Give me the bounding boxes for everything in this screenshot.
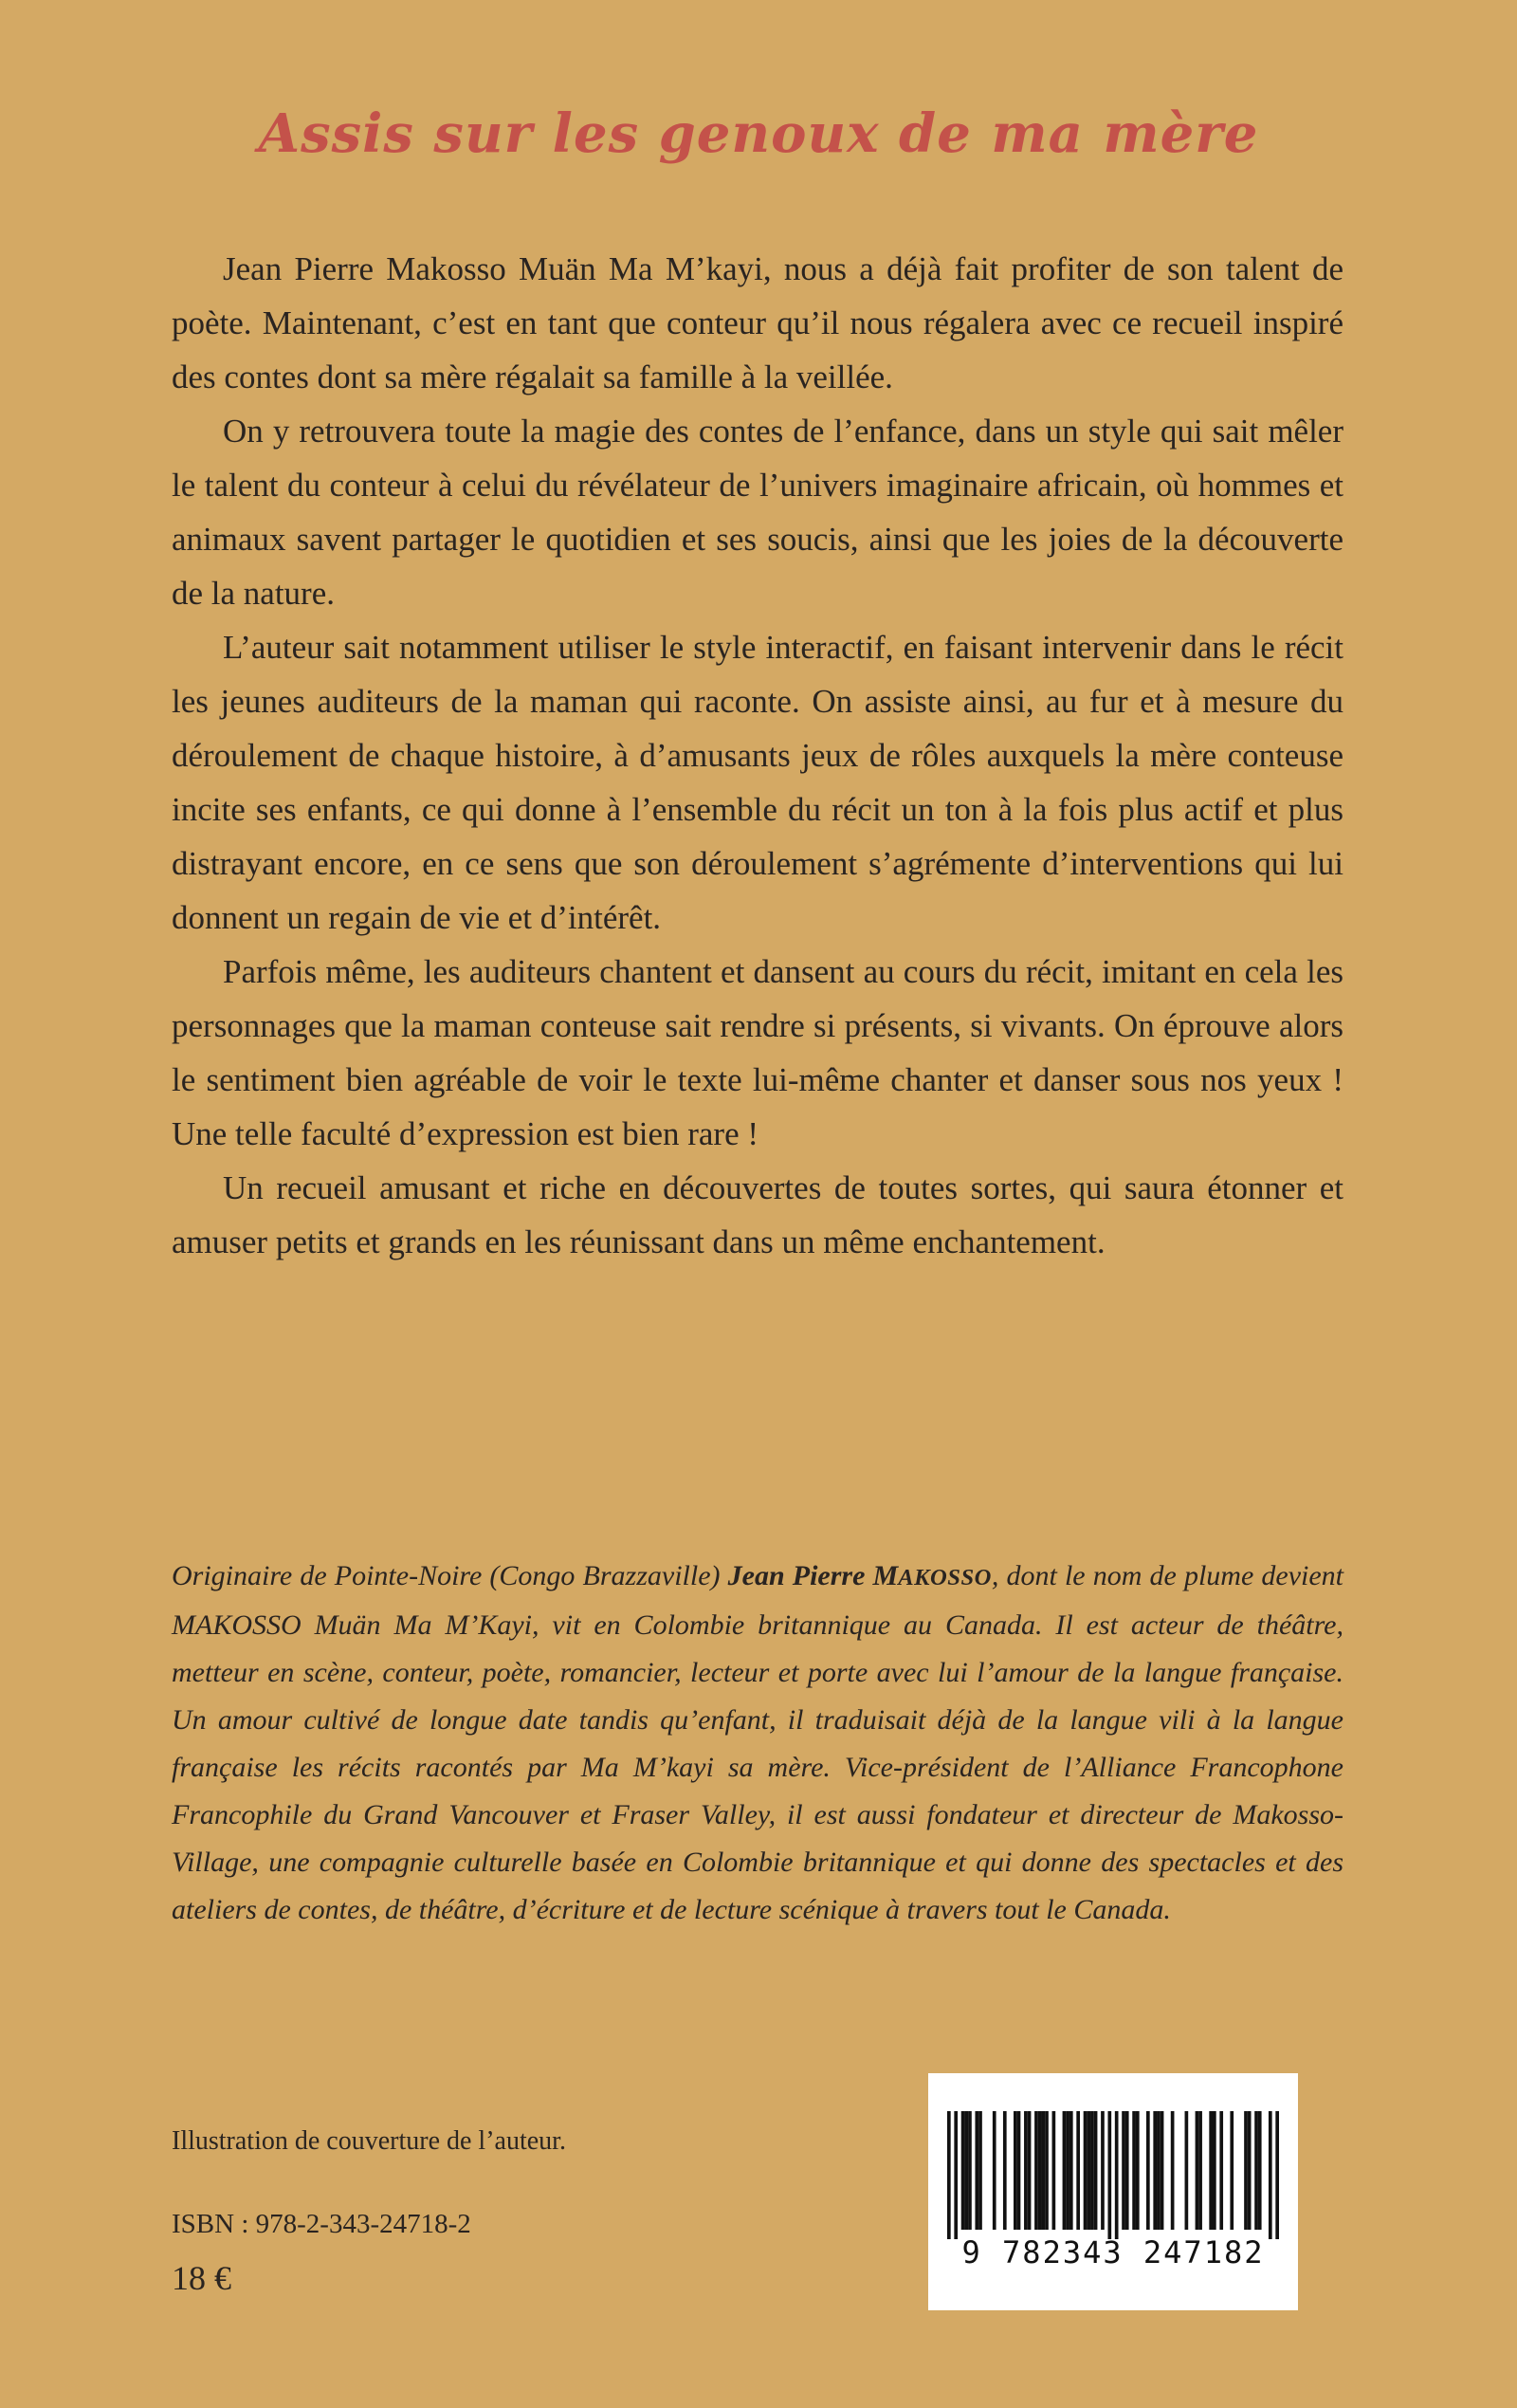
barcode-bar	[1063, 2111, 1067, 2230]
back-cover-summary	[172, 242, 1343, 1269]
barcode-bar	[964, 2111, 968, 2230]
summary-paragraph: On y retrouvera toute la magie des contes de l’enfance, dans un style qui sait mêler le talent du conteur à celui du révélateur de l’univers imaginaire africain, où hommes et animaux savent partager le quotidien et ses soucis, ainsi que les joies de la découverte de la nature.	[172, 413, 1343, 612]
barcode-bar	[1034, 2111, 1038, 2230]
author-first-name: Jean Pierre	[727, 1560, 873, 1591]
barcode-bar	[1028, 2111, 1032, 2230]
price: 18 €	[172, 2259, 231, 2297]
barcode-bar	[1066, 2111, 1069, 2230]
barcode-bar	[961, 2111, 965, 2230]
barcode-bar	[1090, 2111, 1094, 2230]
barcode-bar	[1087, 2111, 1090, 2230]
barcode-bar	[1003, 2111, 1007, 2230]
author-last-initial: M	[872, 1560, 899, 1591]
barcode-bar	[954, 2111, 958, 2239]
barcode-bar	[968, 2111, 972, 2230]
summary-paragraph: Jean Pierre Makosso Muän Ma M’kayi, nous a déjà fait profiter de son talent de poète. Maintenant, c’est en tant que conteur qu’il nous régalera avec ce recueil inspiré des contes dont sa mère régalait sa famille à la veillée.	[172, 250, 1343, 395]
barcode-bar	[1157, 2111, 1161, 2230]
barcode-bar	[1038, 2111, 1042, 2230]
barcode-bar	[1024, 2111, 1028, 2230]
barcode-bar	[1198, 2111, 1202, 2230]
barcode-bar	[1094, 2111, 1098, 2230]
barcode-bar	[1084, 2111, 1087, 2230]
author-biography	[172, 1553, 1343, 1934]
barcode-bar	[947, 2111, 951, 2239]
bio-intro: Originaire de Pointe-Noire (Congo Brazzaville)	[172, 1560, 728, 1591]
barcode-bar	[1258, 2111, 1262, 2230]
barcode-bar	[1101, 2111, 1105, 2230]
author-name	[728, 1560, 992, 1591]
barcode-bar	[1136, 2111, 1140, 2230]
barcode-bar	[1052, 2111, 1056, 2230]
barcode-bar	[1196, 2111, 1199, 2230]
barcode-bar	[1244, 2111, 1248, 2230]
barcode-bar	[1107, 2111, 1111, 2239]
barcode-bar	[1069, 2111, 1073, 2230]
barcode-bar	[1248, 2111, 1252, 2230]
barcode-bar	[1269, 2111, 1272, 2239]
illustration-credit: Illustration de couverture de l’auteur.	[172, 2126, 566, 2156]
barcode-bar	[1161, 2111, 1164, 2230]
barcode-bar	[1115, 2111, 1119, 2239]
barcode-bar	[1254, 2111, 1258, 2230]
barcode-digits: 9 782343 247182	[961, 2234, 1265, 2270]
barcode-bar	[1122, 2111, 1125, 2230]
isbn: ISBN : 978-2-343-24718-2	[172, 2209, 471, 2239]
barcode-bar	[1213, 2111, 1216, 2230]
author-bio-paragraph	[172, 1553, 1343, 1934]
summary-paragraph: L’auteur sait notamment utiliser le style interactif, en faisant intervenir dans le récit les jeunes auditeurs de la maman qui raconte. On assiste ainsi, au fur et à mesure du déroulement de chaque histoire, à d’amusants jeux de rôles auxquels la mère conteuse incite ses enfants, ce qui donne à l’ensemble du récit un ton à la fois plus actif et plus distrayant encore, en ce sens que son déroulement s’agrémente d’interventions qui lui donnent un regain de vie et d’intérêt.	[172, 629, 1343, 936]
barcode-bar	[1146, 2111, 1150, 2230]
bio-text: , dont le nom de plume devient MAKOSSO Muän Ma M’Kayi, vit en Colombie britannique au Canada. Il est acteur de théâtre, metteur en scène, conteur, poète, romancier, lecteur et porte avec lui l’amour de la langue française. Un amour cultivé de longue date tandis qu’enfant, il traduisait déjà de la langue vili à la langue française les récits racontés par Ma M’kayi sa mère. Vice-président de l’Alliance Francophone Francophile du Grand Vancouver et Fraser Valley, il est aussi fondateur et directeur de Makosso-Village, une compagnie culturelle basée en Colombie britannique et qui donne des spectacles et des ateliers de contes, de théâtre, d’écriture et de lecture scénique à travers tout le Canada.	[172, 1560, 1343, 1925]
barcode-bar	[1219, 2111, 1223, 2230]
summary-paragraph: Parfois même, les auditeurs chantent et dansent au cours du récit, imitant en cela les personnages que la maman conteuse sait rendre si présents, si vivants. On éprouve alors le sentiment bien agréable de voir le texte lui-même chanter et danser sous nos yeux ! Une telle faculté d’expression est bien rare !	[172, 953, 1343, 1152]
barcode-bars	[947, 2111, 1279, 2239]
barcode-bar	[1185, 2111, 1189, 2230]
barcode-bar	[978, 2111, 982, 2230]
barcode-bar	[1275, 2111, 1279, 2239]
barcode-bar	[1076, 2111, 1080, 2230]
summary-paragraph: Un recueil amusant et riche en découvertes de toutes sortes, qui saura étonner et amuser petits et grands en les réunissant dans un même enchantement.	[172, 1169, 1343, 1260]
barcode-bar	[1171, 2111, 1175, 2230]
barcode-bar	[1041, 2111, 1045, 2230]
barcode-bar	[1125, 2111, 1129, 2230]
barcode-bar	[1014, 2111, 1017, 2230]
barcode-bar	[993, 2111, 996, 2230]
barcode-bar	[975, 2111, 978, 2230]
book-title: Assis sur les genoux de ma mère	[258, 102, 1259, 165]
barcode-bar	[1045, 2111, 1049, 2230]
barcode-bar	[1132, 2111, 1136, 2230]
author-last-name-smallcaps: AKOSSO	[898, 1565, 992, 1590]
barcode-bar	[1209, 2111, 1213, 2230]
barcode-bar	[1153, 2111, 1157, 2230]
barcode-bar	[1017, 2111, 1021, 2230]
barcode-bar	[1230, 2111, 1234, 2230]
barcode	[928, 2073, 1298, 2310]
